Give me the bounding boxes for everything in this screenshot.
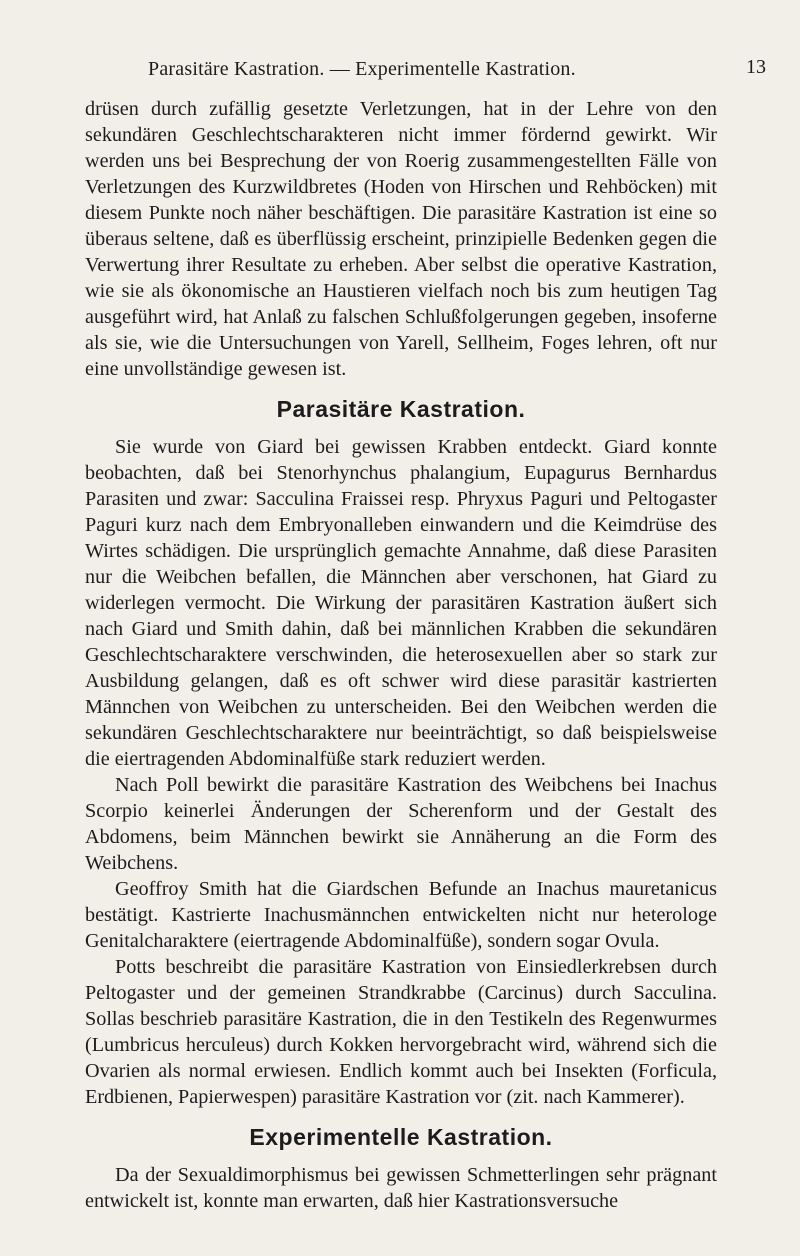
paragraph-6: Da der Sexualdimorphismus bei gewissen Schmetterlingen sehr prägnant entwickelt ist, konnte man erwarten, daß hier Kastrationsversuche: [85, 1164, 717, 1212]
section-heading-experimental-castration: Experimentelle Kastration.: [249, 1124, 553, 1150]
paragraph-4: Geoffroy Smith hat die Giardschen Befunde an Inachus mauretanicus bestätigt. Kastrierte Inachusmännchen entwickelten nicht nur heterologe Genitalcharaktere (eiertragende Abdominalfüße), sondern sogar Ovula.: [85, 878, 717, 952]
running-header: [0, 50, 800, 90]
page-number: 13: [746, 56, 766, 78]
body-text: [85, 96, 717, 1214]
paragraph-3: Nach Poll bewirkt die parasitäre Kastration des Weibchens bei Inachus Scorpio keinerlei Änderungen der Scherenform und der Gestalt des Abdomens, beim Männchen bewirkt sie Annäherung an die Form des Weibchens.: [85, 774, 717, 874]
section-heading-parasitic-castration: Parasitäre Kastration.: [276, 396, 526, 422]
paragraph-2: Sie wurde von Giard bei gewissen Krabben entdeckt. Giard konnte beobachten, daß bei Stenorhynchus phalangium, Eupagurus Bernhardus Parasiten und zwar: Sacculina Fraissei resp. Phryxus Paguri und Peltogaster Paguri kurz nach dem Embryonalleben einwandern und die Keimdrüse des Wirtes schädigen. Die ursprünglich gemachte Annahme, daß diese Parasiten nur die Weibchen befallen, die Männchen aber verschonen, hat Giard zu widerlegen vermocht. Die Wirkung der parasitären Kastration äußert sich nach Giard und Smith dahin, daß bei männlichen Krabben die sekundären Geschlechtscharaktere verschwinden, die heterosexuellen aber so stark zur Ausbildung gelangen, daß es oft schwer wird diese parasitär kastrierten Männchen von Weibchen zu unterscheiden. Bei den Weibchen werden die sekundären Geschlechtscharaktere nur beeinträchtigt, so daß beispielsweise die eiertragenden Abdominalfüße stark reduziert werden.: [85, 436, 717, 770]
paragraph-1: drüsen durch zufällig gesetzte Verletzungen, hat in der Lehre von den sekundären Geschlechtscharakteren nicht immer fördernd gewirkt. Wir werden uns bei Besprechung der von Roerig zusammengestellten Fälle von Verletzungen des Kurzwildbretes (Hoden von Hirschen und Rehböcken) mit diesem Punkte noch näher beschäftigen. Die parasitäre Kastration ist eine so überaus seltene, daß es überflüssig erscheint, prinzipielle Bedenken gegen die Verwertung ihrer Resultate zu erheben. Aber selbst die operative Kastration, wie sie als ökonomische an Haustieren vielfach noch bis zum heutigen Tag ausgeführt wird, hat Anlaß zu falschen Schlußfolgerungen gegeben, insoferne als sie, wie die Untersuchungen von Yarell, Sellheim, Foges lehren, oft nur eine unvollständige gewesen ist.: [85, 98, 717, 380]
paragraph-5: Potts beschreibt die parasitäre Kastration von Einsiedlerkrebsen durch Peltogaster und der gemeinen Strandkrabbe (Carcinus) durch Sacculina. Sollas beschrieb parasitäre Kastration, die in den Testikeln des Regenwurmes (Lumbricus herculeus) durch Kokken hervorgebracht wird, während sich die Ovarien als normal erwiesen. Endlich kommt auch bei Insekten (Forficula, Erdbienen, Papierwespen) parasitäre Kastration vor (zit. nach Kammerer).: [85, 956, 717, 1108]
header-title: Parasitäre Kastration. — Experimentelle Kastration.: [148, 58, 576, 80]
